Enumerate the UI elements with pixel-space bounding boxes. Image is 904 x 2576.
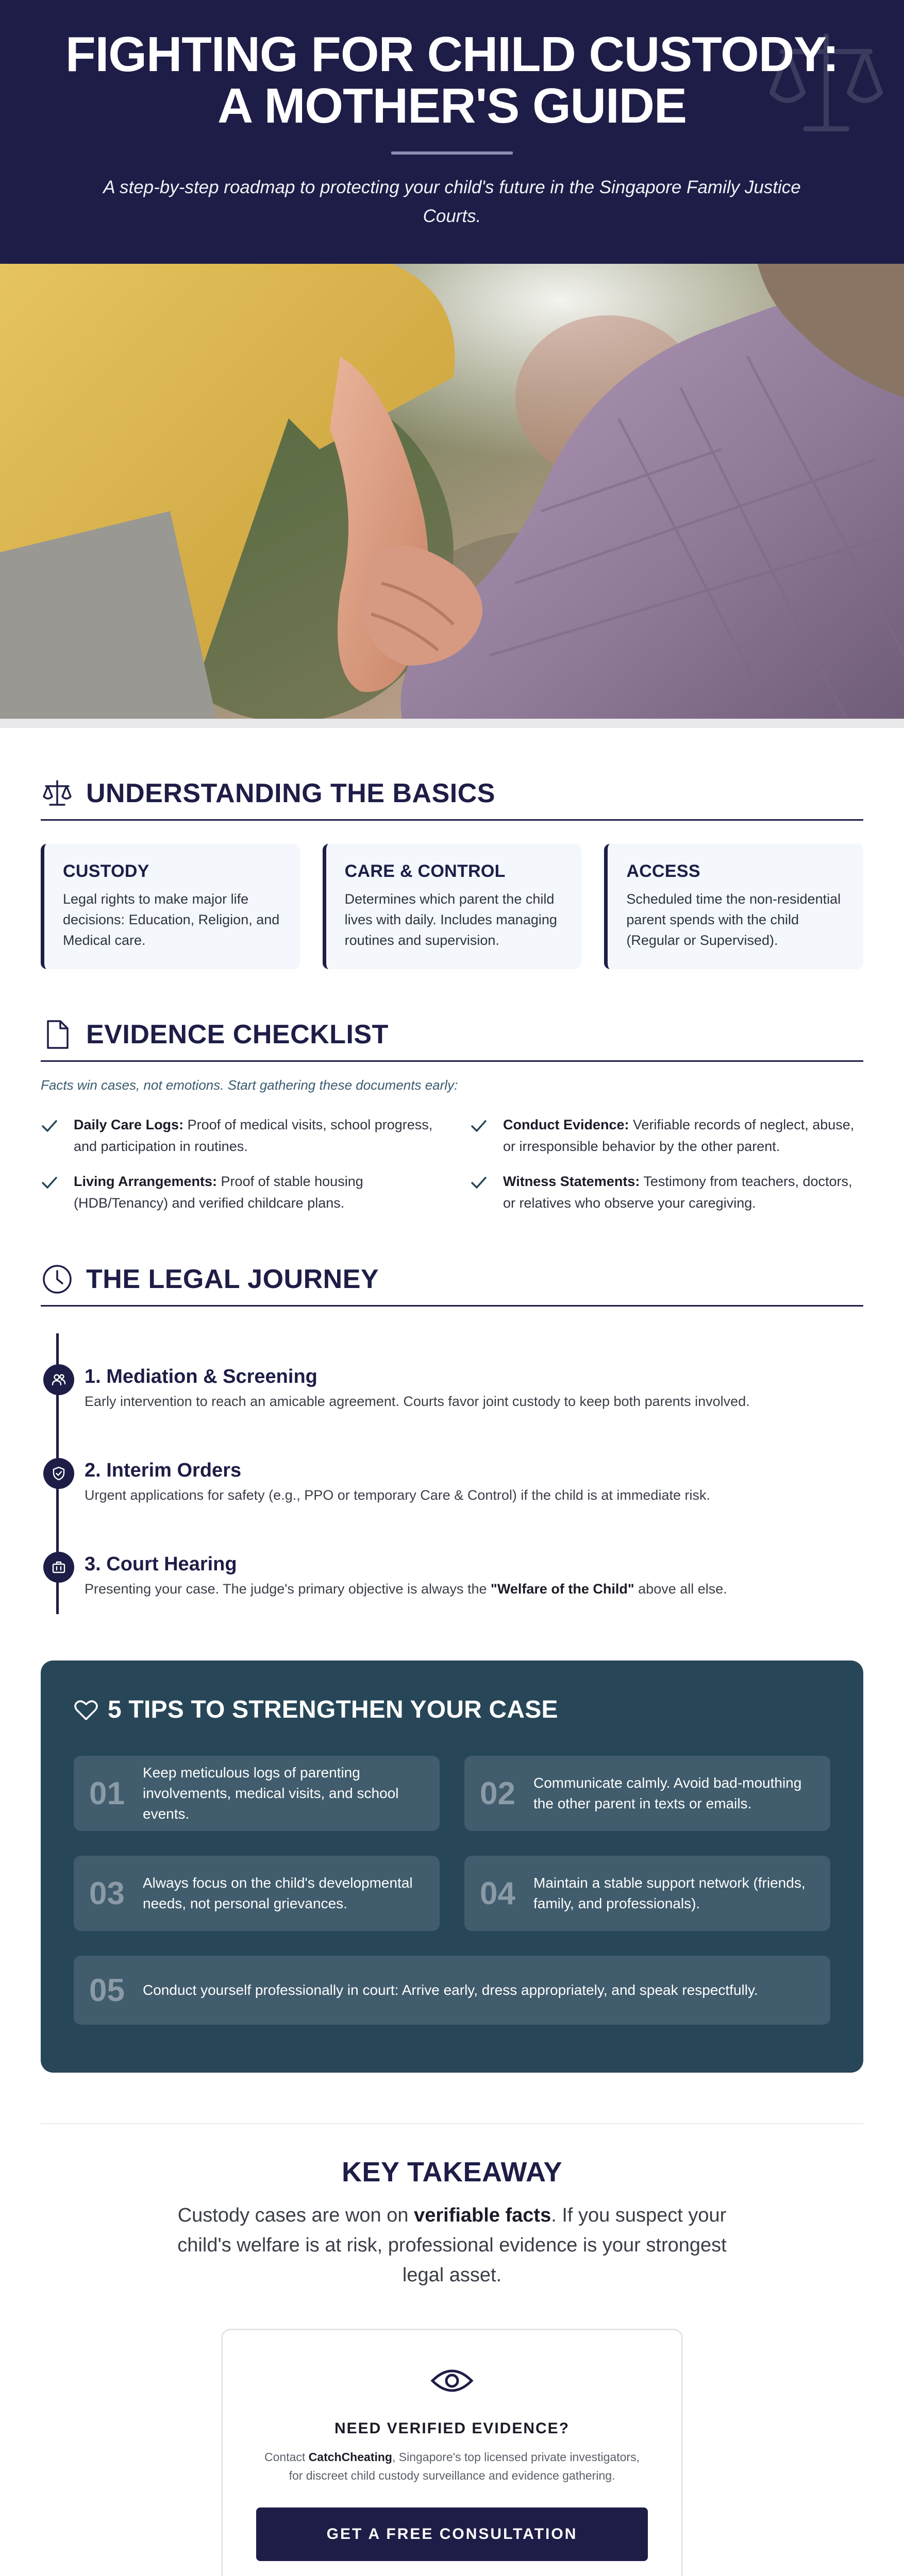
tips-heading: 5 TIPS TO STRENGTHEN YOUR CASE xyxy=(108,1696,558,1723)
cta-brand: CatchCheating xyxy=(308,2450,392,2464)
eye-icon xyxy=(430,2365,474,2396)
tips-list xyxy=(74,1756,830,2025)
cta-text xyxy=(256,2448,648,2485)
basics-cards xyxy=(41,844,863,969)
tips-heading-row xyxy=(74,1696,830,1724)
free-consultation-button[interactable]: GET A FREE CONSULTATION xyxy=(256,2507,648,2561)
evidence-item-text xyxy=(74,1171,434,1214)
access-card xyxy=(604,844,863,969)
basics-heading: UNDERSTANDING THE BASICS xyxy=(86,778,495,808)
tip-card xyxy=(74,1756,440,1831)
step-title: 2. Interim Orders xyxy=(85,1460,242,1481)
tip-card xyxy=(464,1756,830,1831)
shield-icon xyxy=(51,1466,66,1481)
card-text: Determines which parent the child lives with daily. Includes managing routines and supervision. xyxy=(344,891,557,948)
evidence-item-desc: Testimony from teachers, doctors, or relatives who observe your caregiving. xyxy=(503,1174,852,1211)
evidence-item-label: Witness Statements: xyxy=(503,1174,640,1189)
basics-heading-row xyxy=(41,777,863,821)
card-title: CUSTODY xyxy=(63,861,149,881)
evidence-list xyxy=(41,1114,863,1214)
tip-number: 01 xyxy=(89,1775,125,1811)
step-text-after: above all else. xyxy=(634,1581,727,1597)
evidence-item-label: Conduct Evidence: xyxy=(503,1117,629,1132)
journey-timeline xyxy=(41,1333,863,1614)
takeaway-section xyxy=(0,2156,904,2576)
takeaway-text-after: . If you suspect your child's welfare is at risk, professional evidence is your strongest legal asset. xyxy=(177,2205,727,2286)
tip-card xyxy=(74,1956,830,2025)
card-text: Legal rights to make major life decisions: Education, Religion, and Medical care. xyxy=(63,891,280,948)
step-content xyxy=(85,1552,727,1599)
step-text xyxy=(85,1579,727,1599)
scales-of-justice-icon xyxy=(767,31,885,139)
evidence-item xyxy=(41,1114,434,1157)
tip-card xyxy=(74,1856,440,1931)
custody-card xyxy=(41,844,300,969)
step-marker xyxy=(43,1458,74,1489)
check-icon xyxy=(470,1117,488,1134)
takeaway-emphasis: verifiable facts xyxy=(414,2205,551,2226)
evidence-heading-row xyxy=(41,1018,863,1062)
evidence-item-label: Daily Care Logs: xyxy=(74,1117,184,1132)
step-title: 1. Mediation & Screening xyxy=(85,1366,317,1387)
tip-number: 04 xyxy=(480,1875,515,1911)
basics-section xyxy=(41,777,863,969)
journey-section xyxy=(41,1263,863,1614)
journey-heading: THE LEGAL JOURNEY xyxy=(86,1264,379,1294)
card-text: Scheduled time the non-residential parent spends with the child (Regular or Supervised). xyxy=(626,891,841,948)
check-icon xyxy=(470,1174,488,1191)
evidence-item-desc: Proof of stable housing (HDB/Tenancy) and verified childcare plans. xyxy=(74,1174,363,1211)
title-divider xyxy=(391,151,513,155)
title-line-1: FIGHTING FOR CHILD CUSTODY: xyxy=(65,27,839,82)
takeaway-text-before: Custody cases are won on xyxy=(177,2205,414,2226)
timeline-step-interim-orders xyxy=(51,1458,710,1505)
scales-icon xyxy=(41,777,74,810)
step-title: 3. Court Hearing xyxy=(85,1553,237,1575)
tip-text: Conduct yourself professionally in court: Arrive early, dress appropriately, and speak respectfully. xyxy=(143,1982,758,1998)
document-icon xyxy=(41,1018,74,1051)
briefcase-icon xyxy=(51,1560,66,1575)
step-text: Early intervention to reach an amicable agreement. Courts favor joint custody to keep both parents involved. xyxy=(85,1394,750,1409)
evidence-intro: Facts win cases, not emotions. Start gathering these documents early: xyxy=(41,1077,458,1093)
cta-box xyxy=(221,2329,683,2576)
care-control-card xyxy=(323,844,582,969)
tip-number: 02 xyxy=(480,1775,515,1811)
cta-text-after: , Singapore's top licensed private investigators, for discreet child custody surveillance and evidence gathering. xyxy=(289,2450,640,2482)
evidence-item-desc: Verifiable records of neglect, abuse, or irresponsible behavior by the other parent. xyxy=(503,1117,855,1154)
step-content xyxy=(85,1458,710,1505)
tip-number: 03 xyxy=(89,1875,125,1911)
step-content xyxy=(85,1364,750,1412)
takeaway-text xyxy=(163,2200,741,2290)
evidence-item-text xyxy=(503,1171,863,1214)
tip-text: Communicate calmly. Avoid bad-mouthing the other parent in texts or emails. xyxy=(533,1775,802,1811)
timeline-step-mediation xyxy=(51,1364,750,1412)
step-text-emphasis: "Welfare of the Child" xyxy=(491,1581,634,1597)
tip-card xyxy=(464,1856,830,1931)
takeaway-heading: KEY TAKEAWAY xyxy=(341,2157,563,2188)
evidence-item xyxy=(41,1171,434,1214)
tips-panel xyxy=(41,1660,863,2073)
step-text: Urgent applications for safety (e.g., PPO or temporary Care & Control) if the child is at immediate risk. xyxy=(85,1487,710,1503)
title-line-2: A MOTHER'S GUIDE xyxy=(217,78,687,133)
evidence-item-text xyxy=(503,1114,863,1157)
step-marker xyxy=(43,1364,74,1395)
people-icon xyxy=(51,1372,66,1387)
heart-icon xyxy=(74,1699,98,1721)
check-icon xyxy=(41,1174,58,1191)
evidence-item xyxy=(470,1114,863,1157)
page-subtitle: A step-by-step roadmap to protecting your child's future in the Singapore Family Justice Courts. xyxy=(103,177,801,226)
evidence-section xyxy=(41,1018,863,1214)
timeline-step-court-hearing xyxy=(51,1552,727,1599)
photo-illustration xyxy=(0,264,904,719)
card-title: ACCESS xyxy=(626,861,700,881)
journey-heading-row xyxy=(41,1263,863,1307)
tip-number: 05 xyxy=(89,1972,125,2008)
tip-text: Maintain a stable support network (friends, family, and professionals). xyxy=(533,1875,806,1911)
hero-header xyxy=(0,0,904,264)
evidence-item-text xyxy=(74,1114,434,1157)
card-title: CARE & CONTROL xyxy=(344,861,506,881)
step-marker xyxy=(43,1552,74,1583)
cta-text-before: Contact xyxy=(264,2450,309,2464)
cta-title: NEED VERIFIED EVIDENCE? xyxy=(334,2420,570,2437)
tip-text: Always focus on the child's developmental needs, not personal grievances. xyxy=(143,1875,413,1911)
section-divider xyxy=(41,2123,863,2124)
hand-holding-photo xyxy=(0,264,904,719)
evidence-heading: EVIDENCE CHECKLIST xyxy=(86,1020,389,1049)
evidence-item-label: Living Arrangements: xyxy=(74,1174,217,1189)
step-text-before: Presenting your case. The judge's primary objective is always the xyxy=(85,1581,491,1597)
check-icon xyxy=(41,1117,58,1134)
tip-text: Keep meticulous logs of parenting involvements, medical visits, and school events. xyxy=(143,1765,399,1822)
evidence-item-desc: Proof of medical visits, school progress, and participation in routines. xyxy=(74,1117,433,1154)
evidence-item xyxy=(470,1171,863,1214)
photo-bottom-strip xyxy=(0,719,904,728)
clock-icon xyxy=(41,1263,74,1296)
